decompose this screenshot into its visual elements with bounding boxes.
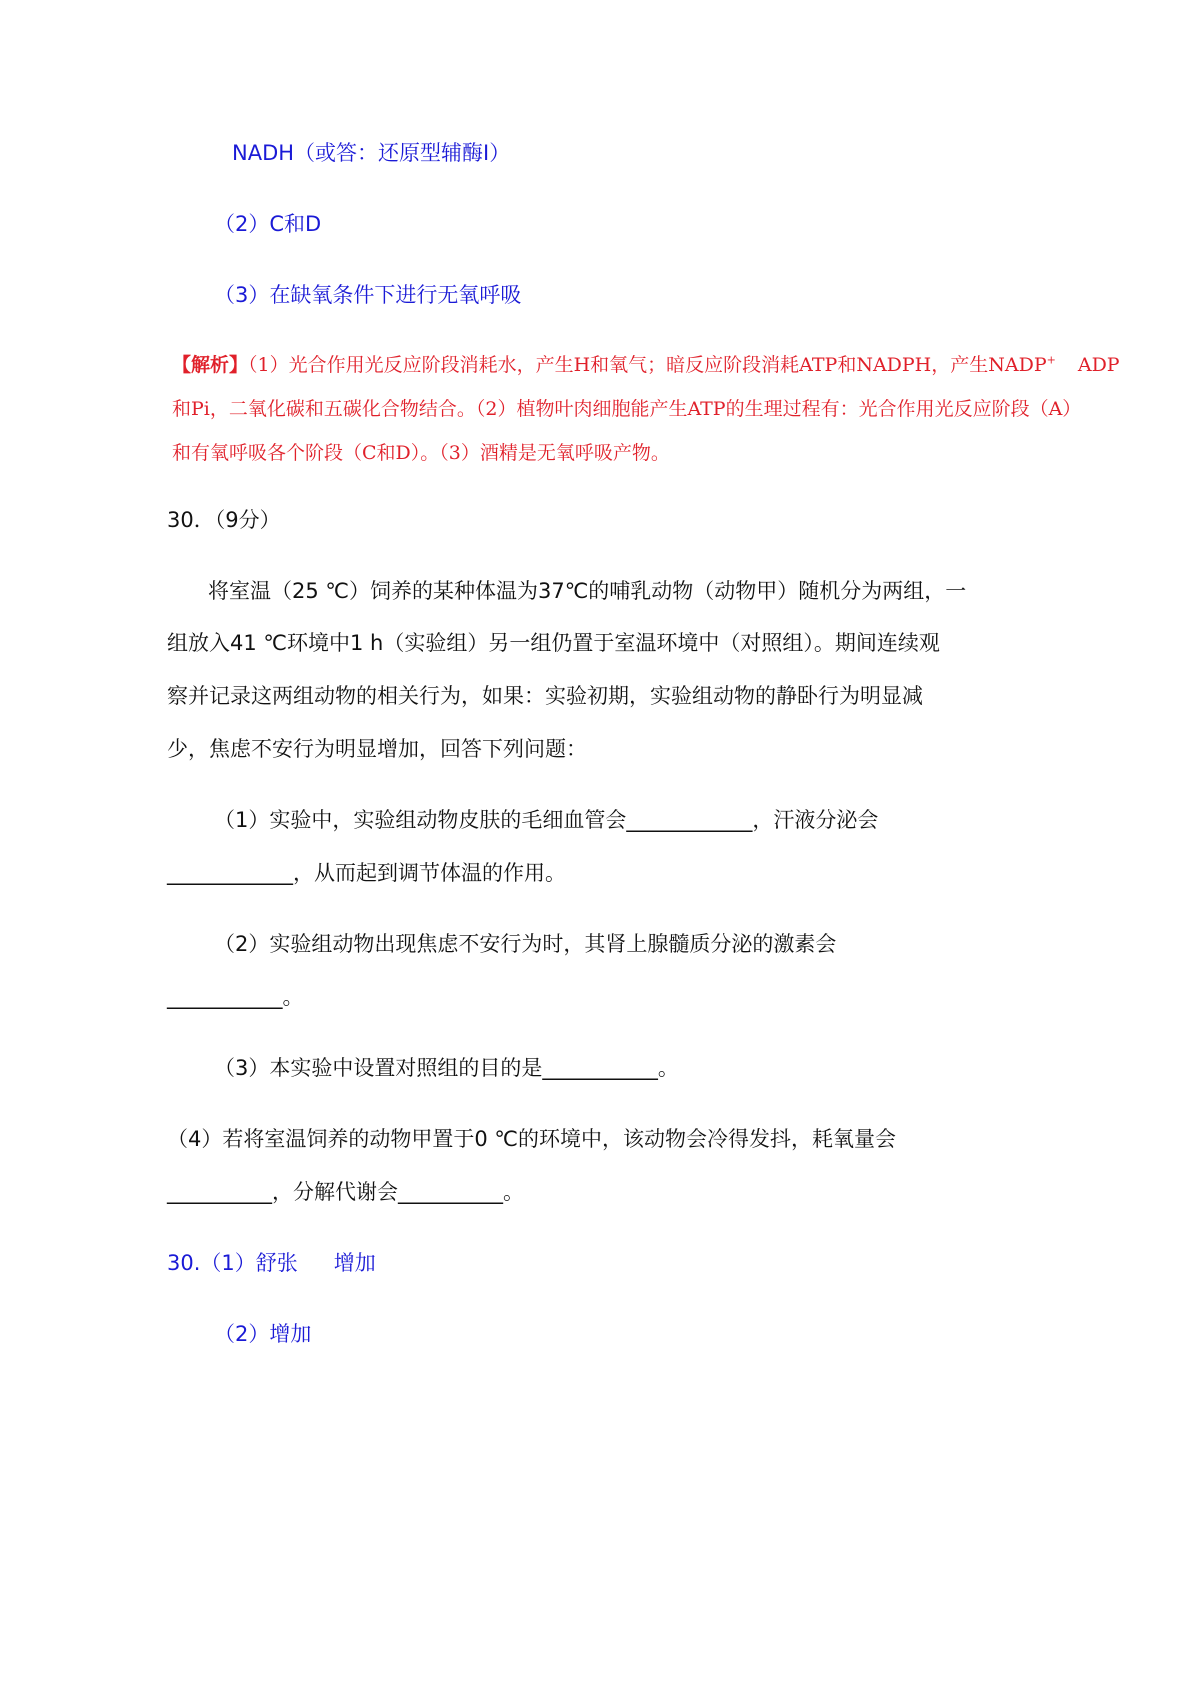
analysis-line-1 (172, 350, 1120, 380)
question-30-stem-line-1: 将室温（25 ℃）饲养的某种体温为37℃的哺乳动物（动物甲）随机分为两组，一 (208, 579, 967, 603)
answer-30-part-1b: 增加 (333, 1251, 376, 1275)
analysis-text-1: （1）光合作用光反应阶段消耗水，产生H和氧气；暗反应阶段消耗ATP和NADPH，产生NADP (248, 354, 1047, 376)
question-30-stem-line-2: 组放入41 ℃环境中1 h（实验组）另一组仍置于室温环境中（对照组）。期间连续观 (167, 631, 940, 655)
question-30-part-4-line-1: （4）若将室温饲养的动物甲置于0 ℃的环境中，该动物会冷得发抖，耗氧量会 (167, 1127, 896, 1151)
answer-30-part-1: 30.（1）舒张 (167, 1251, 298, 1275)
analysis-line-3: 和有氧呼吸各个阶段（C和D）。（3）酒精是无氧呼吸产物。 (172, 442, 670, 464)
analysis-label: 【解析】 (172, 354, 249, 376)
question-30-part-3: （3）本实验中设置对照组的目的是___________。 (214, 1056, 679, 1080)
analysis-line-2: 和Pi，二氧化碳和五碳化合物结合。（2）植物叶肉细胞能产生ATP的生理过程有：光合作用光反应阶段（A） (172, 398, 1082, 420)
answer-30-line-1 (167, 1248, 376, 1278)
question-30-part-4-line-2: __________，分解代谢会__________。 (167, 1180, 524, 1204)
question-30-stem-line-4: 少，焦虑不安行为明显增加，回答下列问题： (167, 737, 587, 761)
answer-29-line-1: NADH（或答：还原型辅酶Ⅰ） (232, 141, 511, 165)
question-30-part-1-line-2: ____________，从而起到调节体温的作用。 (167, 861, 566, 885)
question-30-part-2-line-2: ___________。 (167, 985, 304, 1009)
question-30-stem-line-3: 察并记录这两组动物的相关行为，如果：实验初期，实验组动物的静卧行为明显减 (167, 684, 923, 708)
question-30-heading: 30．（9分） (167, 508, 281, 532)
question-30-part-1-line-1: （1）实验中，实验组动物皮肤的毛细血管会____________，汗液分泌会 (214, 808, 879, 832)
answer-30-line-2: （2）增加 (214, 1322, 312, 1346)
question-30-part-2-line-1: （2）实验组动物出现焦虑不安行为时，其肾上腺髓质分泌的激素会 (214, 932, 837, 956)
answer-29-line-3: （3）在缺氧条件下进行无氧呼吸 (214, 283, 522, 307)
analysis-superscript: + (1046, 353, 1056, 367)
answer-29-line-2: （2）C和D (214, 212, 322, 236)
analysis-text-1-end: ADP (1077, 354, 1120, 376)
